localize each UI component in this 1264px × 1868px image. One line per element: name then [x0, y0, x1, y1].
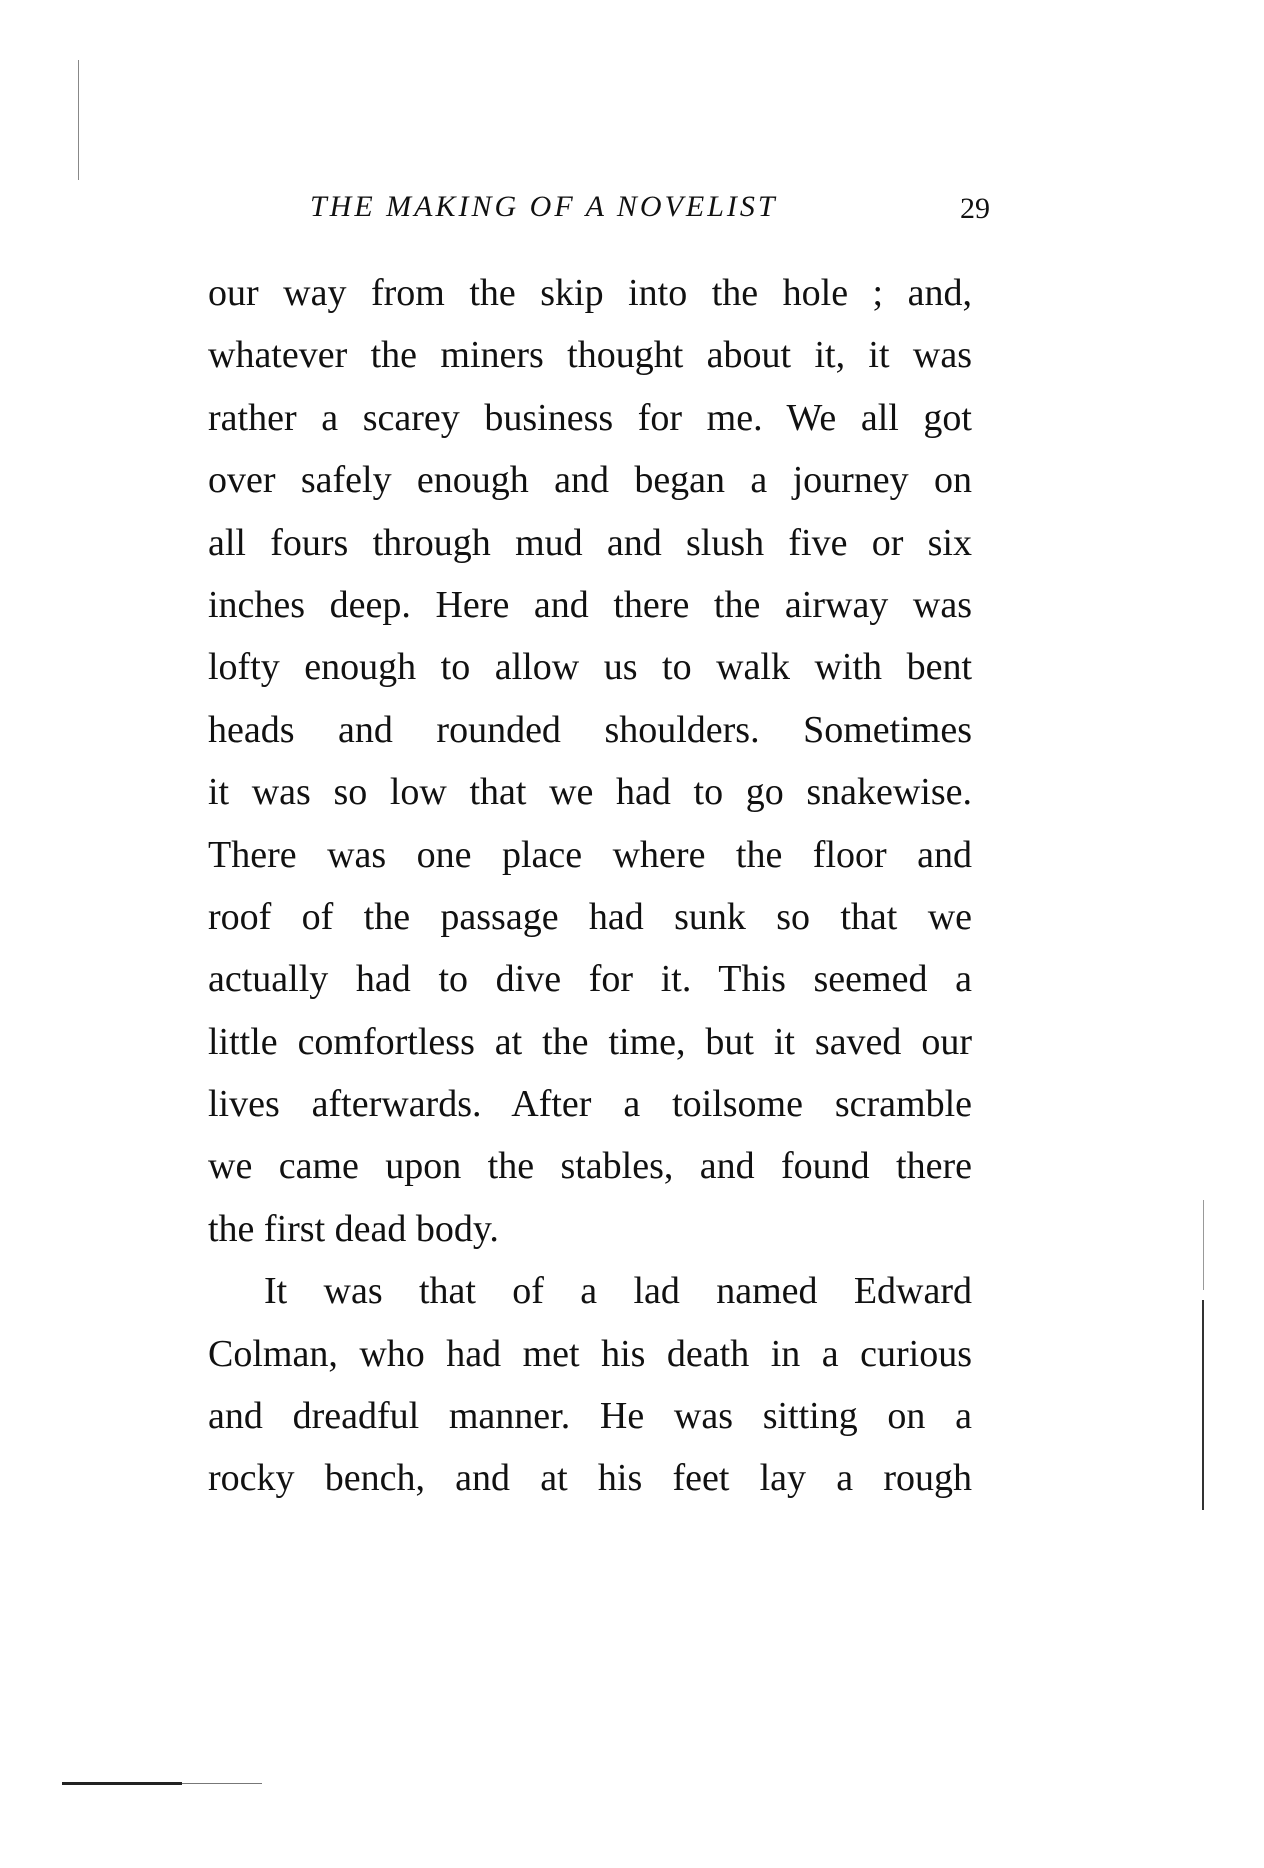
text-line: inches deep. Here and there the airway was [208, 583, 972, 626]
body-text [208, 262, 972, 1510]
scan-mark-right-edge-faint [1203, 1200, 1204, 1290]
scan-mark-left-top [78, 60, 79, 180]
scan-mark-bottom-left-faint [182, 1783, 262, 1784]
text-line: rocky bench, and at his feet lay a rough [208, 1457, 972, 1500]
text-line: Colman, who had met his death in a curious [208, 1332, 972, 1375]
text-line: little comfortless at the time, but it saved our [208, 1020, 972, 1063]
scan-mark-bottom-left [62, 1782, 182, 1785]
text-line: whatever the miners thought about it, it was [208, 334, 972, 377]
text-line: all fours through mud and slush five or six [208, 521, 972, 564]
text-line: There was one place where the floor and [208, 833, 972, 876]
text-line: over safely enough and began a journey on [208, 459, 972, 502]
paragraph-2 [208, 1260, 972, 1510]
text-line: rather a scarey business for me. We all got [208, 396, 972, 439]
text-line: we came upon the stables, and found there [208, 1145, 972, 1188]
paragraph-1 [208, 262, 972, 1260]
running-head [300, 190, 990, 230]
text-line: and dreadful manner. He was sitting on a [208, 1395, 972, 1438]
text-line: it was so low that we had to go snakewise. [208, 771, 972, 814]
text-line: roof of the passage had sunk so that we [208, 895, 972, 938]
text-line: lofty enough to allow us to walk with bent [208, 646, 972, 689]
text-line: It was that of a lad named Edward [264, 1270, 972, 1313]
text-line: our way from the skip into the hole ; and, [208, 272, 972, 314]
text-line: heads and rounded shoulders. Sometimes [208, 708, 972, 751]
text-line: lives afterwards. After a toilsome scramble [208, 1083, 972, 1126]
scan-mark-right-edge [1202, 1300, 1204, 1510]
running-head-title: THE MAKING OF A NOVELIST [310, 190, 778, 223]
text-line: actually had to dive for it. This seemed a [208, 958, 972, 1001]
text-line: the first dead body. [208, 1207, 499, 1250]
page-number: 29 [960, 192, 990, 225]
